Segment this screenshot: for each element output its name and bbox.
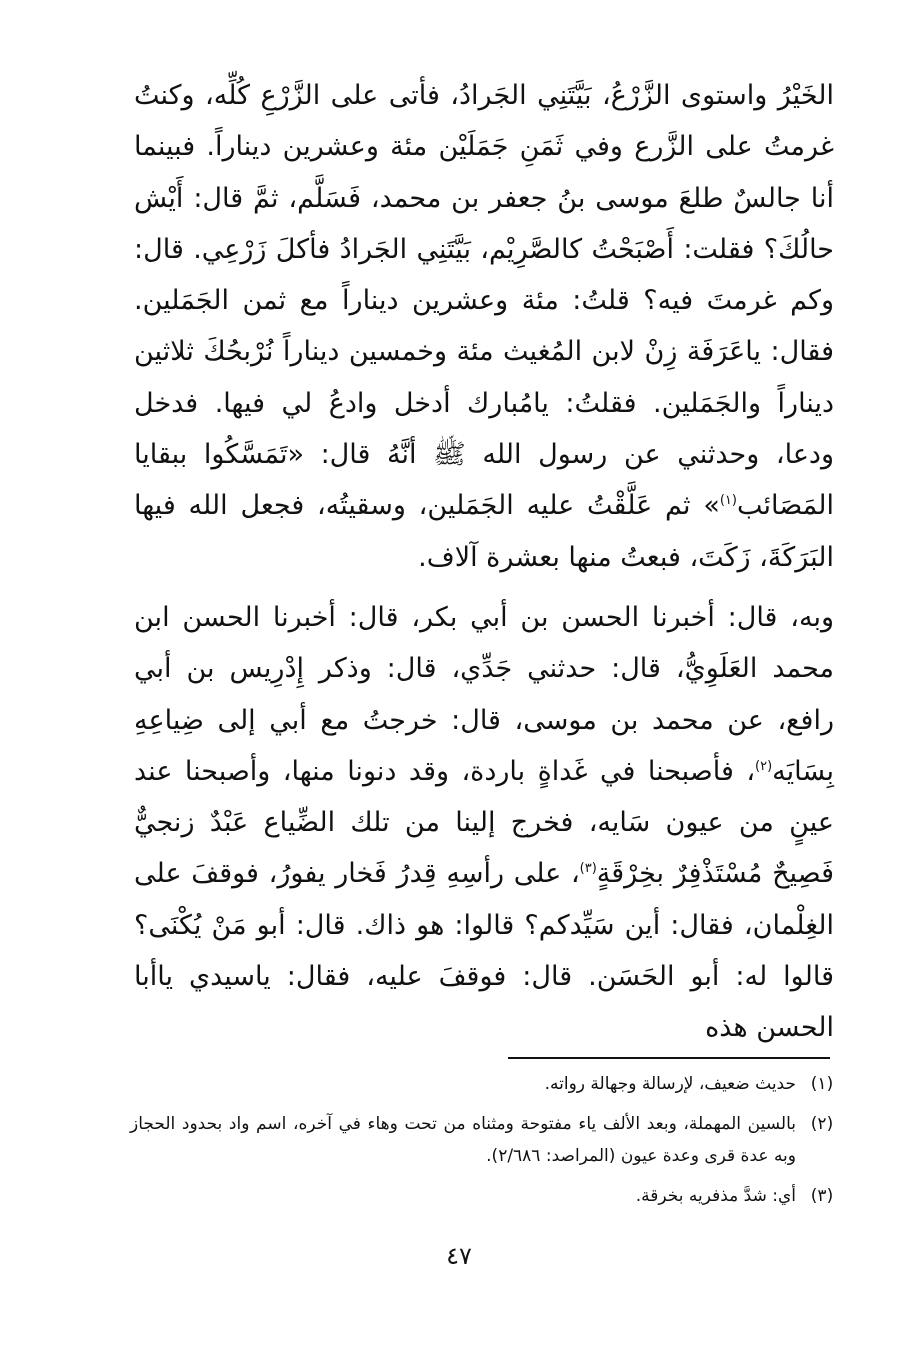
footnote-text: بالسين المهملة، وبعد الألف ياء مفتوحة ومثناه من تحت وهاء في آخره، اسم واد بحدود الحجاز وبه عدة قرى وعدة عيون (المراصد: ٢/٦٨٦). (130, 1114, 796, 1166)
footnote-3 (130, 1180, 840, 1212)
footnotes (130, 1068, 840, 1212)
paragraph-2-text: وبه، قال: أخبرنا الحسن بن أبي بكر، قال: أخبرنا الحسن ابن محمد العَلَوِيُّ، قال: حدثني جَدِّي، قال: وذكر إِدْرِيس بن أبي رافع، عن محمد بن موسى، قال: خرجتُ مع أبي إلى ضِياعِهِ بِسَايَه (134, 601, 834, 787)
paragraph-2-text-end: ، على رأسِهِ قِدرُ فَخار يفورُ، فوقفَ على الغِلْمان، فقال: أين سَيِّدكم؟ قالوا: هو ذاك. قال: أبو مَنْ يُكْنَى؟ قالوا له: أبو الحَسَن. قال: فوقفَ عليه، فقال: ياسيدي ياأبا الحسن هذه (134, 858, 834, 1044)
footnote-text: أي: شدَّ مذفريه بخرقة. (635, 1186, 796, 1206)
paragraph-1-text-cont: » ثم عَلَّقْتُ عليه الجَمَلين، وسقيتُه، فجعل الله فيها البَرَكَةَ، زَكَتَ، فبعتُ منها بعشرة آلاف. (134, 490, 834, 573)
main-text (134, 70, 834, 1054)
footnote-number: (٢) (810, 1114, 834, 1134)
paragraph-2-text-cont: ، فأصبحنا في غَداةٍ باردة، وقد دنونا منها، وأصبحنا عند عينٍ من عيون سَايه، فخرج إلينا من تلك الضِّياع عَبْدٌ زنجيٌّ فَصِيحٌ مُسْتَذْفِرٌ بخِرْقَةٍ (134, 755, 834, 890)
footnote-number: (١) (810, 1074, 834, 1094)
footnote-ref-1: (١) (719, 493, 737, 509)
footnote-ref-3: (٣) (579, 861, 597, 877)
footnote-ref-2: (٢) (755, 758, 773, 774)
footnote-2 (130, 1108, 840, 1172)
paragraph-2 (134, 592, 834, 1054)
page-number: ٤٧ (446, 1242, 472, 1270)
footnote-divider (508, 1057, 830, 1059)
paragraph-1-text: الخَيْرُ واستوى الزَّرْعُ، بَيَّتَنِي الجَرادُ، فأتى على الزَّرْعِ كُلِّه، وكنتُ غرمتُ على الزَّرع وفي ثَمَنِ جَمَلَيْن مئة وعشرين ديناراً. فبينما أنا جالسٌ طلعَ موسى بنُ جعفر بن محمد، فَسَلَّم، ثمَّ قال: أَيْش حالُكَ؟ فقلت: أَصْبَحْتُ كالصَّرِيْم، بَيَّتَنِي الجَرادُ فأكلَ زَرْعِي. قال: وكم غرمتَ فيه؟ قلتُ: مئة وعشرين ديناراً مع ثمن الجَمَلين. فقال: ياعَرَفَة زِنْ لابن المُغيث مئة وخمسين ديناراً نُرْبحُكَ ثلاثين ديناراً والجَمَلين. فقلتُ: يامُبارك أدخل وادعُ لي فيها. فدخل ودعا، وحدثني عن رسول الله ﷺ أنَّهُ قال: «تَمَسَّكُوا ببقايا المَصَائب (134, 80, 834, 522)
footnote-number: (٣) (810, 1186, 834, 1206)
footnote-text: حديث ضعيف، لإرسالة وجهالة رواته. (544, 1074, 796, 1094)
paragraph-1 (134, 70, 834, 583)
footnote-1 (130, 1068, 840, 1100)
